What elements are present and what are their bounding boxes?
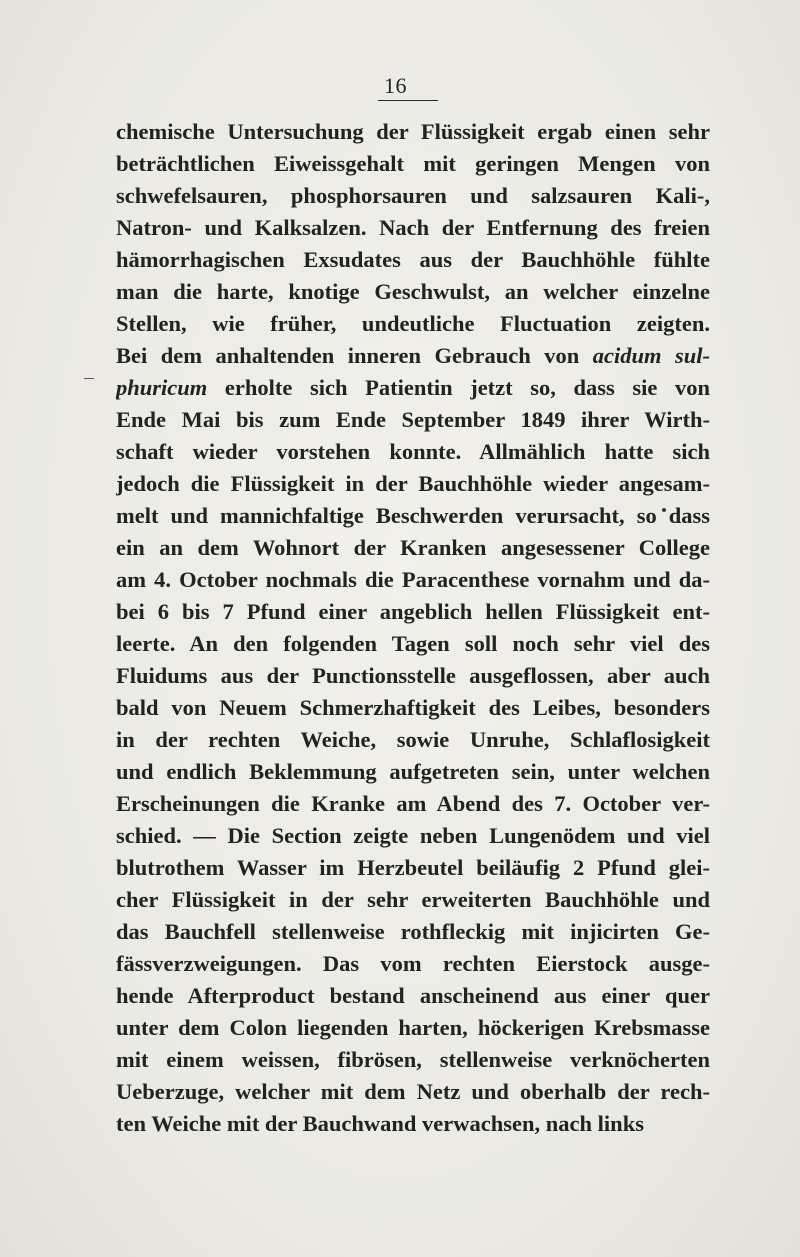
italic-term: phuricum bbox=[116, 375, 208, 400]
body-text bbox=[116, 116, 710, 1140]
margin-mark bbox=[84, 378, 94, 379]
text-line: ein an dem Wohnort der Kranken angesessener College bbox=[116, 535, 710, 560]
page-number-rule bbox=[378, 100, 438, 101]
text-line: unter dem Colon liegenden harten, höckerigen Krebsmasse bbox=[116, 1015, 710, 1040]
text-line: schaft wieder vorstehen konnte. Allmählich hatte sich bbox=[116, 439, 710, 464]
text-line: und endlich Beklemmung aufgetreten sein, unter welchen bbox=[116, 759, 710, 784]
text-segment: Bei dem anhaltenden inneren Gebrauch von bbox=[116, 343, 580, 368]
text-line: Erscheinungen die Kranke am Abend des 7. October ver- bbox=[116, 791, 710, 816]
text-line: cher Flüssigkeit in der sehr erweiterten Bauchhöhle und bbox=[116, 887, 710, 912]
text-line: hende Afterproduct bestand anscheinend aus einer quer bbox=[116, 983, 710, 1008]
text-line: in der rechten Weiche, sowie Unruhe, Schlaflosigkeit bbox=[116, 727, 710, 752]
text-line: hämorrhagischen Exsudates aus der Bauchhöhle fühlte bbox=[116, 247, 710, 272]
text-line-with-italic bbox=[116, 372, 710, 404]
text-line: schwefelsauren, phosphorsauren und salzsauren Kali-, bbox=[116, 183, 710, 208]
text-line: chemische Untersuchung der Flüssigkeit ergab einen sehr bbox=[116, 119, 710, 144]
text-line: blutrothem Wasser im Herzbeutel beiläufig 2 Pfund glei- bbox=[116, 855, 710, 880]
text-line: mit einem weissen, fibrösen, stellenweise verknöcherten bbox=[116, 1047, 710, 1072]
text-line: am 4. October nochmals die Paracenthese vornahm und da- bbox=[116, 567, 710, 592]
text-line: Natron- und Kalksalzen. Nach der Entfernung des freien bbox=[116, 215, 710, 240]
text-line: jedoch die Flüssigkeit in der Bauchhöhle wieder angesam- bbox=[116, 471, 710, 496]
text-line: ten Weiche mit der Bauchwand verwachsen, nach links bbox=[116, 1111, 644, 1136]
text-line: fässverzweigungen. Das vom rechten Eierstock ausge- bbox=[116, 951, 710, 976]
text-line: Ueberzuge, welcher mit dem Netz und oberhalb der rech- bbox=[116, 1079, 710, 1104]
text-line: man die harte, knotige Geschwulst, an welcher einzelne bbox=[116, 279, 710, 304]
text-segment: erholte sich Patientin jetzt so, dass sie von bbox=[224, 375, 710, 400]
text-line: Stellen, wie früher, undeutliche Fluctuation zeigten. bbox=[116, 311, 710, 336]
text-line: das Bauchfell stellenweise rothfleckig mit injicirten Ge- bbox=[116, 919, 710, 944]
text-line: schied. — Die Section zeigte neben Lungenödem und viel bbox=[116, 823, 710, 848]
text-line: beträchtlichen Eiweissgehalt mit geringen Mengen von bbox=[116, 151, 710, 176]
text-line-with-italic bbox=[116, 340, 710, 372]
text-line: bald von Neuem Schmerzhaftigkeit des Leibes, besonders bbox=[116, 695, 710, 720]
page-number: 16 bbox=[384, 73, 407, 98]
italic-term: acidum sul- bbox=[592, 343, 710, 368]
text-line: Ende Mai bis zum Ende September 1849 ihrer Wirth- bbox=[116, 407, 710, 432]
text-line: bei 6 bis 7 Pfund einer angeblich hellen Flüssigkeit ent- bbox=[116, 599, 710, 624]
text-line: leerte. An den folgenden Tagen soll noch sehr viel des bbox=[116, 631, 710, 656]
text-line: melt und mannichfaltige Beschwerden verursacht, so dass bbox=[116, 503, 710, 528]
text-line: Fluidums aus der Punctionsstelle ausgeflossen, aber auch bbox=[116, 663, 710, 688]
